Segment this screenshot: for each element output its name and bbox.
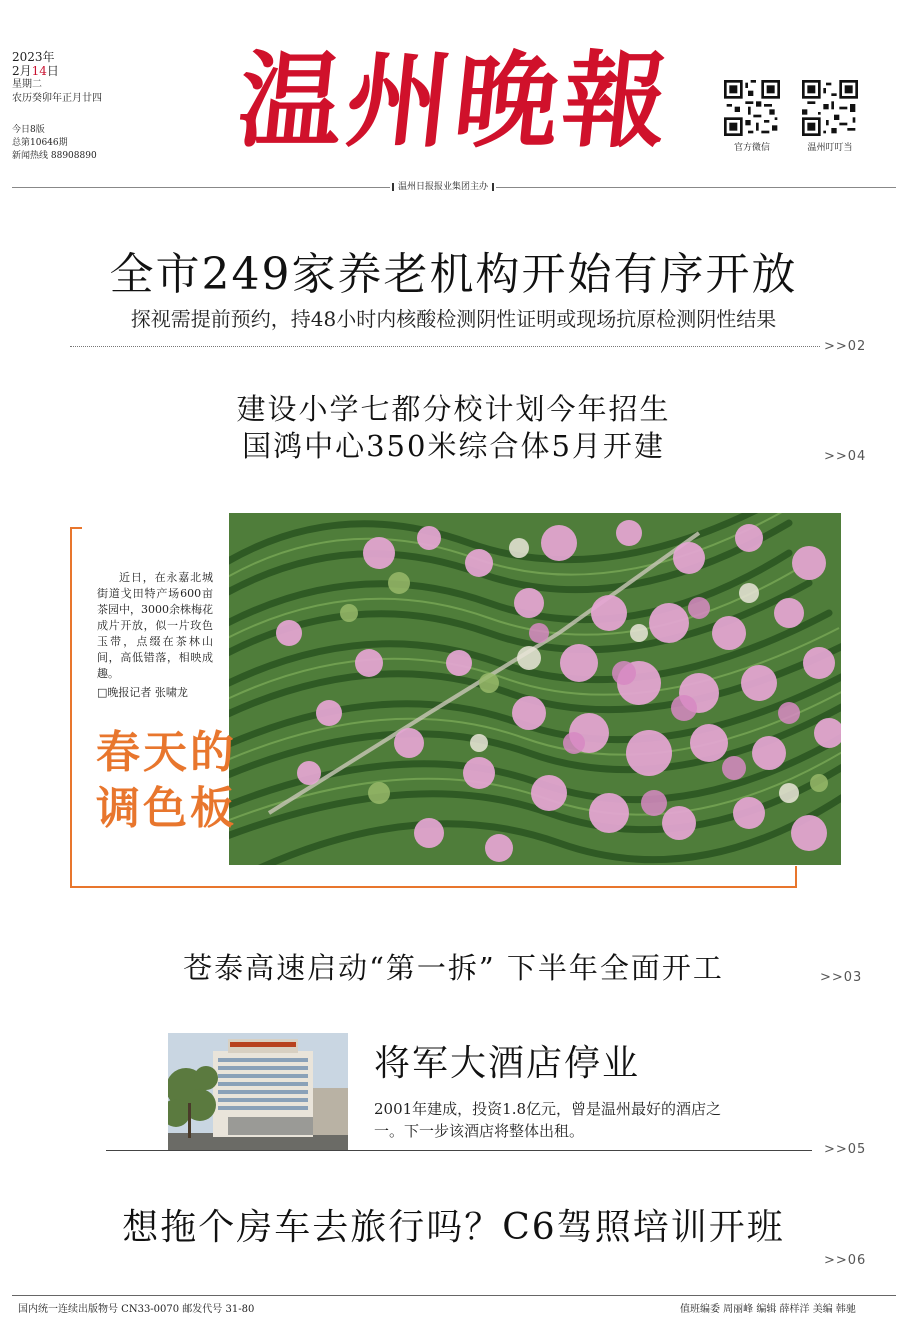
qr-official-wechat[interactable] (724, 80, 787, 153)
highway-page-ref[interactable]: >>03 (820, 970, 863, 985)
footer-editors: 值班编委 周丽峰 编辑 薛样洋 美编 韩驰 (680, 1304, 856, 1315)
second-headline-line1[interactable]: 建设小学七都分校计划今年招生 (236, 392, 671, 426)
weekday: 星期二 (12, 79, 42, 90)
edition-count: 今日8版 (12, 125, 45, 135)
lunar-date: 农历癸卯年正月廿四 (12, 93, 102, 104)
publisher-label: 温州日报报业集团主办 (390, 181, 496, 193)
hotel-headline[interactable]: 将军大酒店停业 (374, 1043, 641, 1084)
edition-info (12, 124, 97, 163)
lead-subhead: 探视需提前预约，持48小时内核酸检测阴性证明或现场抗原检测阴性结果 (130, 307, 777, 331)
date-block (12, 50, 102, 106)
footer-publication-info: 国内统一连续出版物号 CN33-0070 邮发代号 31-80 (18, 1304, 255, 1315)
feature-frame-tick (795, 866, 797, 888)
rv-page-ref[interactable]: >>06 (824, 1253, 867, 1268)
plum-blossom-image (229, 513, 841, 865)
lead-page-ref[interactable]: >>02 (824, 339, 867, 354)
issue-number: 总第10646期 (12, 138, 68, 148)
second-page-ref[interactable]: >>04 (824, 449, 867, 464)
lead-headline[interactable]: 全市249家养老机构开始有序开放 (109, 249, 798, 300)
feature-title-line2: 调色板 (96, 783, 237, 834)
hotel-summary: 2001年建成，投资1.8亿元，曾是温州最好的酒店之一。下一步该酒店将整体出租。 (374, 1100, 722, 1140)
footer-rule (12, 1295, 896, 1296)
tea-garden-photo[interactable] (229, 513, 841, 865)
feature-credit: □晚报记者 张啸龙 (97, 686, 188, 699)
feature-caption: 近日，在永嘉北城街道戈田特产场600亩茶园中，3000余株梅花成片开放，似一片玫色玉带，点缀在茶林山间，高低错落，相映成趣。 (97, 571, 213, 680)
qr-code-icon (802, 80, 858, 136)
hotline: 新闻热线 88908890 (12, 151, 97, 161)
qr-dingdingdang[interactable] (802, 80, 865, 153)
hotel-photo[interactable] (168, 1033, 348, 1151)
lead-divider (70, 346, 820, 347)
highway-headline[interactable]: 苍泰高速启动“第一拆” 下半年全面开工 (183, 951, 724, 985)
feature-title-line1: 春天的 (96, 727, 237, 778)
hotel-divider (106, 1150, 812, 1151)
month-day: 2月14日 (12, 64, 59, 78)
qr-caption: 官方微信 (733, 143, 770, 153)
hotel-building-image (168, 1033, 348, 1151)
masthead-logo: 温州晚報 (232, 39, 678, 162)
hotel-page-ref[interactable]: >>05 (824, 1142, 867, 1157)
qr-code-icon (724, 80, 780, 136)
year: 2023年 (12, 50, 55, 64)
rv-headline[interactable]: 想拖个房车去旅行吗？C6驾照培训开班 (122, 1207, 785, 1248)
feature-frame-tick (70, 527, 82, 529)
qr-caption: 温州叮叮当 (807, 143, 853, 153)
second-headline-line2[interactable]: 国鸿中心350米综合体5月开建 (242, 429, 665, 463)
